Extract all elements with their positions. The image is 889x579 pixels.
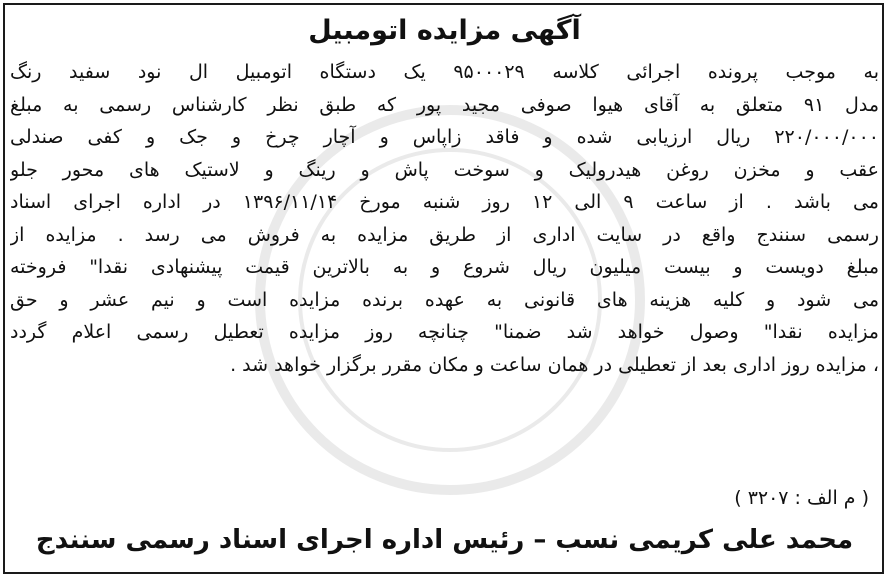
notice-body-line: مدل ۹۱ متعلق به آقای هیوا صوفی مجید پور که طبق نظر کارشناس رسمی به مبلغ [10,93,879,116]
signature: محمد علی کریمی نسب – رئیس اداره اجرای اسناد رسمی سنندج [35,525,854,555]
notice-body [10,56,879,381]
notice-title: آگهی مزایده اتومبیل [308,15,581,46]
notice-body-line: به موجب پرونده اجرائی کلاسه ۹۵۰۰۰۲۹ یک دستگاه اتومبیل ال نود سفید رنگ [10,61,879,83]
notice-body-line: رسمی سنندج واقع در سایت اداری از طریق مزایده به فروش می رسد . مزایده از [10,223,879,246]
notice-body-line: می باشد . از ساعت ۹ الی ۱۲ روز شنبه مورخ ۱۳۹۶/۱۱/۱۴ در اداره اجرای اسناد [10,191,879,213]
notice-body-line: ، مزایده روز اداری بعد از تعطیلی در همان ساعت و مکان مقرر برگزار خواهد شد . [230,353,879,376]
notice-body-line: مزایده نقدا" وصول خواهد شد ضمنا" چنانچه روز مزایده تعطیل رسمی اعلام گردد [10,321,879,343]
notice-body-line: مبلغ دویست و بیست میلیون ریال شروع و به بالاترین قیمت پیشنهادی نقدا" فروخته [10,256,879,278]
notice-body-line: ۲۲۰/۰۰۰/۰۰۰ ریال ارزیابی شده و فاقد زاپاس و آچار چرخ و جک و کفی صندلی [10,126,879,148]
notice-body-line: عقب و مخزن روغن هیدرولیک و سوخت پاش و رینگ و لاستیک های محور جلو [10,158,879,181]
notice-body-line: می شود و کلیه هزینه های قانونی به عهده برنده مزایده است و نیم عشر و حق [10,288,879,311]
reference-number: ( م الف : ۳۲۰۷ ) [734,487,869,509]
